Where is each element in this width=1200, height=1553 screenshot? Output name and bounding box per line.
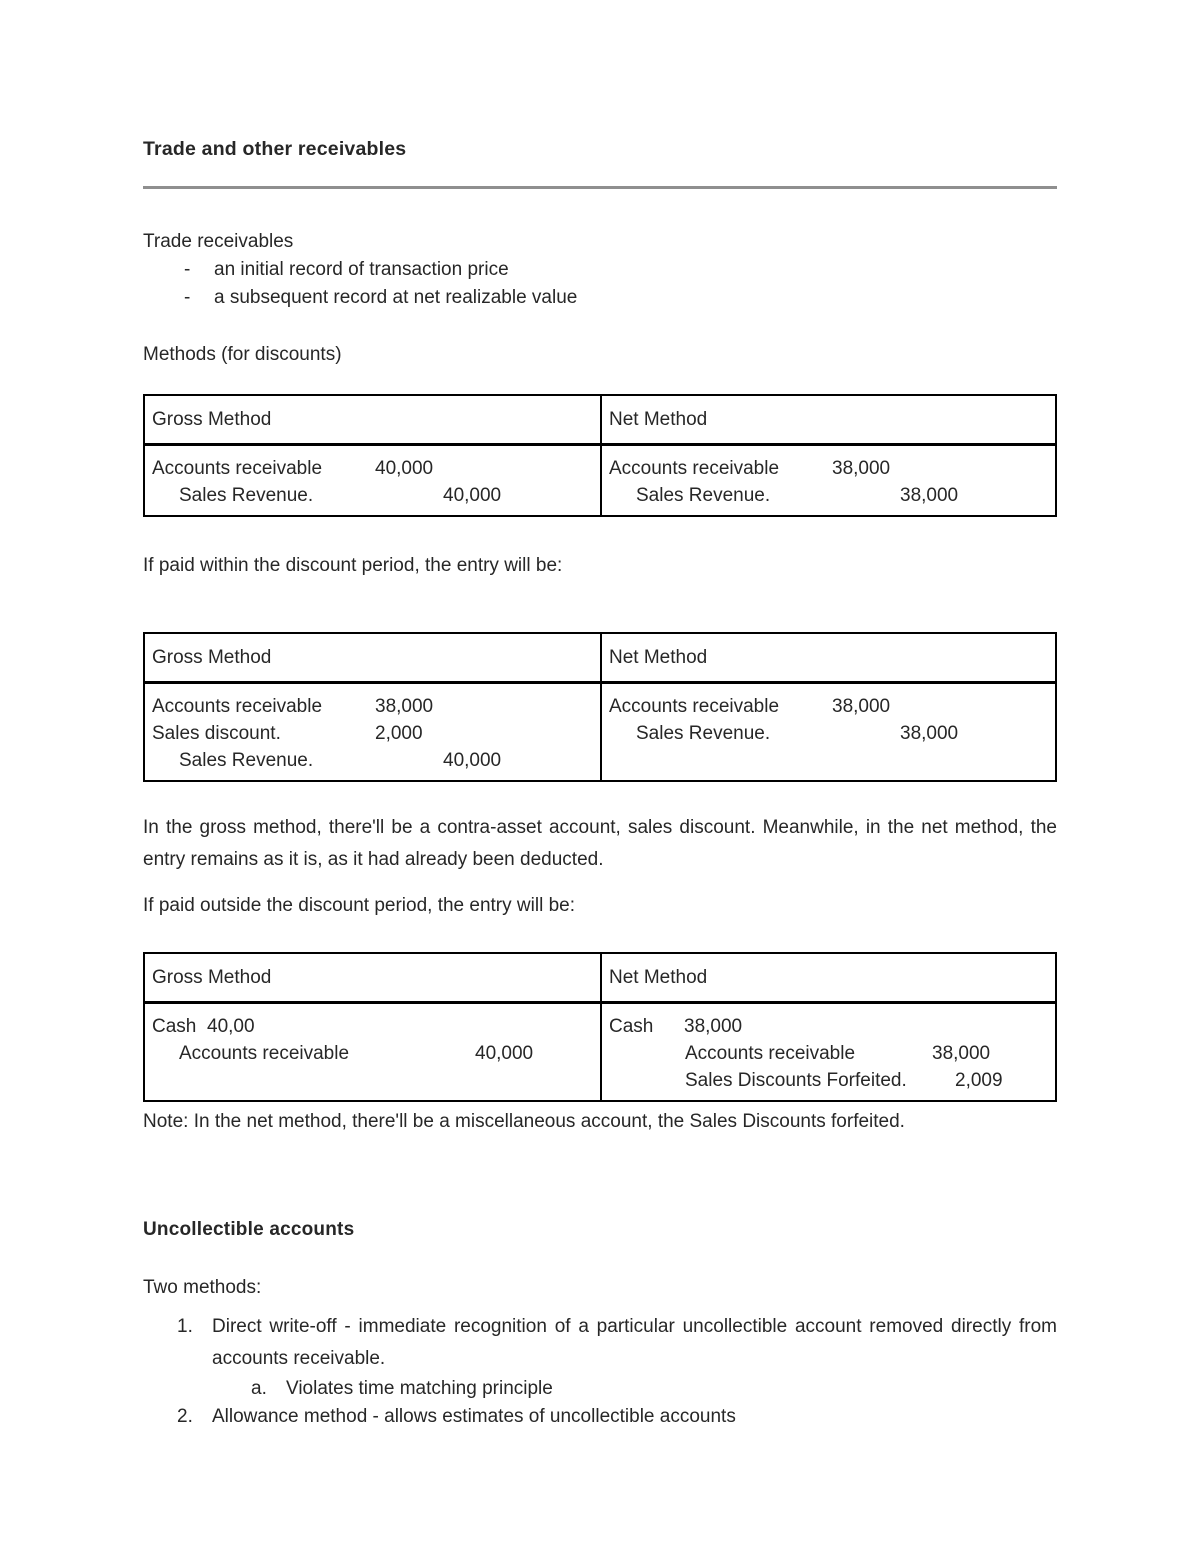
amount-value: 40,000 <box>375 458 434 479</box>
uncollectible-methods-list <box>143 1311 1057 1431</box>
amount-value: 38,000 <box>932 1043 991 1064</box>
uncollectible-heading: Uncollectible accounts <box>143 1219 355 1240</box>
outside-discount-intro: If paid outside the discount period, the entry will be: <box>143 895 575 916</box>
journal-line <box>152 747 600 774</box>
account-label: Sales discount. <box>152 723 281 744</box>
list-item-allowance-method <box>143 1403 1057 1431</box>
gross-vs-net-paragraph: In the gross method, there'll be a contra-asset account, sales discount. Meanwhile, in the net method, the entry remains as it is, as it had already been deducted. <box>143 817 1057 870</box>
amount-value: 38,000 <box>832 458 891 479</box>
journal-table-initial-record <box>143 394 1057 517</box>
list-subitem-violates <box>143 1375 1057 1403</box>
account-label: Sales Revenue. <box>636 485 771 506</box>
account-label: Sales Revenue. <box>636 723 771 744</box>
journal-line <box>152 693 600 720</box>
journal-line <box>152 1013 600 1040</box>
account-label: Accounts receivable <box>609 696 780 717</box>
amount-value: 2,000 <box>375 723 423 744</box>
journal-line <box>152 720 600 747</box>
journal-line <box>152 482 600 509</box>
list-item-text: Direct write-off - immediate recognition of a particular uncollectible account removed directly from accounts receivable. <box>212 1316 1057 1369</box>
journal-table-within-discount <box>143 632 1057 782</box>
journal-line <box>609 720 1055 747</box>
list-item-text: an initial record of transaction price <box>214 259 509 280</box>
journal-line <box>609 1013 1055 1040</box>
journal-line <box>609 1067 1055 1094</box>
column-label: Gross Method <box>152 408 272 430</box>
column-label: Net Method <box>609 408 708 430</box>
account-label: Cash <box>609 1016 654 1037</box>
column-label: Gross Method <box>152 966 272 988</box>
journal-table-outside-discount <box>143 952 1057 1102</box>
account-label: Accounts receivable <box>152 696 323 717</box>
list-item <box>143 256 1057 284</box>
amount-value: 40,000 <box>475 1043 534 1064</box>
account-label: Accounts receivable <box>152 458 323 479</box>
amount-value: 38,000 <box>375 696 434 717</box>
dash-marker: - <box>184 287 191 308</box>
journal-cell-net <box>602 684 1055 780</box>
number-marker: 2. <box>177 1406 193 1427</box>
list-item <box>143 284 1057 312</box>
journal-line <box>609 482 1055 509</box>
journal-line <box>609 1040 1055 1067</box>
journal-cell-net <box>602 1004 1055 1100</box>
trade-receivables-list <box>143 256 1057 312</box>
net-method-note: Note: In the net method, there'll be a miscellaneous account, the Sales Discounts forfeited. <box>143 1111 905 1132</box>
account-label: Accounts receivable <box>179 1043 350 1064</box>
page-title: Trade and other receivables <box>143 138 407 160</box>
title-divider <box>143 186 1057 189</box>
amount-value: 38,000 <box>832 696 891 717</box>
table-body-row <box>145 1004 1055 1100</box>
amount-value: 38,000 <box>900 485 959 506</box>
table-body-row <box>145 446 1055 515</box>
list-item-text: Allowance method - allows estimates of uncollectible accounts <box>212 1406 736 1427</box>
account-label: Accounts receivable <box>685 1043 856 1064</box>
list-item-direct-write-off <box>143 1311 1057 1375</box>
table-header-gross <box>145 634 602 681</box>
journal-cell-net <box>602 446 1055 515</box>
journal-line <box>609 693 1055 720</box>
column-label: Net Method <box>609 966 708 988</box>
table-header-row <box>145 396 1055 446</box>
dash-marker: - <box>184 259 191 280</box>
amount-value: 40,000 <box>443 750 502 771</box>
column-label: Net Method <box>609 646 708 668</box>
journal-line <box>609 455 1055 482</box>
account-label: Sales Revenue. <box>179 485 314 506</box>
account-label: Cash <box>152 1016 197 1037</box>
table-header-net <box>602 954 1055 1001</box>
table-header-net <box>602 396 1055 443</box>
trade-receivables-heading: Trade receivables <box>143 231 294 252</box>
account-label: Sales Discounts Forfeited. <box>685 1070 907 1091</box>
table-header-gross <box>145 954 602 1001</box>
table-header-gross <box>145 396 602 443</box>
amount-value: 38,000 <box>684 1016 743 1037</box>
two-methods-intro: Two methods: <box>143 1277 262 1298</box>
list-item-text: Violates time matching principle <box>286 1378 553 1399</box>
within-discount-intro: If paid within the discount period, the entry will be: <box>143 555 563 576</box>
list-item-text: a subsequent record at net realizable value <box>214 287 578 308</box>
amount-value: 40,000 <box>443 485 502 506</box>
account-label: Sales Revenue. <box>179 750 314 771</box>
amount-value: 38,000 <box>900 723 959 744</box>
account-label: Accounts receivable <box>609 458 780 479</box>
journal-cell-gross <box>145 446 602 515</box>
column-label: Gross Method <box>152 646 272 668</box>
journal-cell-gross <box>145 1004 602 1100</box>
methods-heading: Methods (for discounts) <box>143 344 342 365</box>
number-marker: 1. <box>177 1316 193 1337</box>
journal-cell-gross <box>145 684 602 780</box>
amount-value: 40,00 <box>207 1016 255 1037</box>
table-header-row <box>145 954 1055 1004</box>
table-header-net <box>602 634 1055 681</box>
journal-line <box>152 455 600 482</box>
table-header-row <box>145 634 1055 684</box>
table-body-row <box>145 684 1055 780</box>
journal-line <box>152 1040 600 1067</box>
letter-marker: a. <box>251 1378 267 1399</box>
amount-value: 2,009 <box>955 1070 1003 1091</box>
